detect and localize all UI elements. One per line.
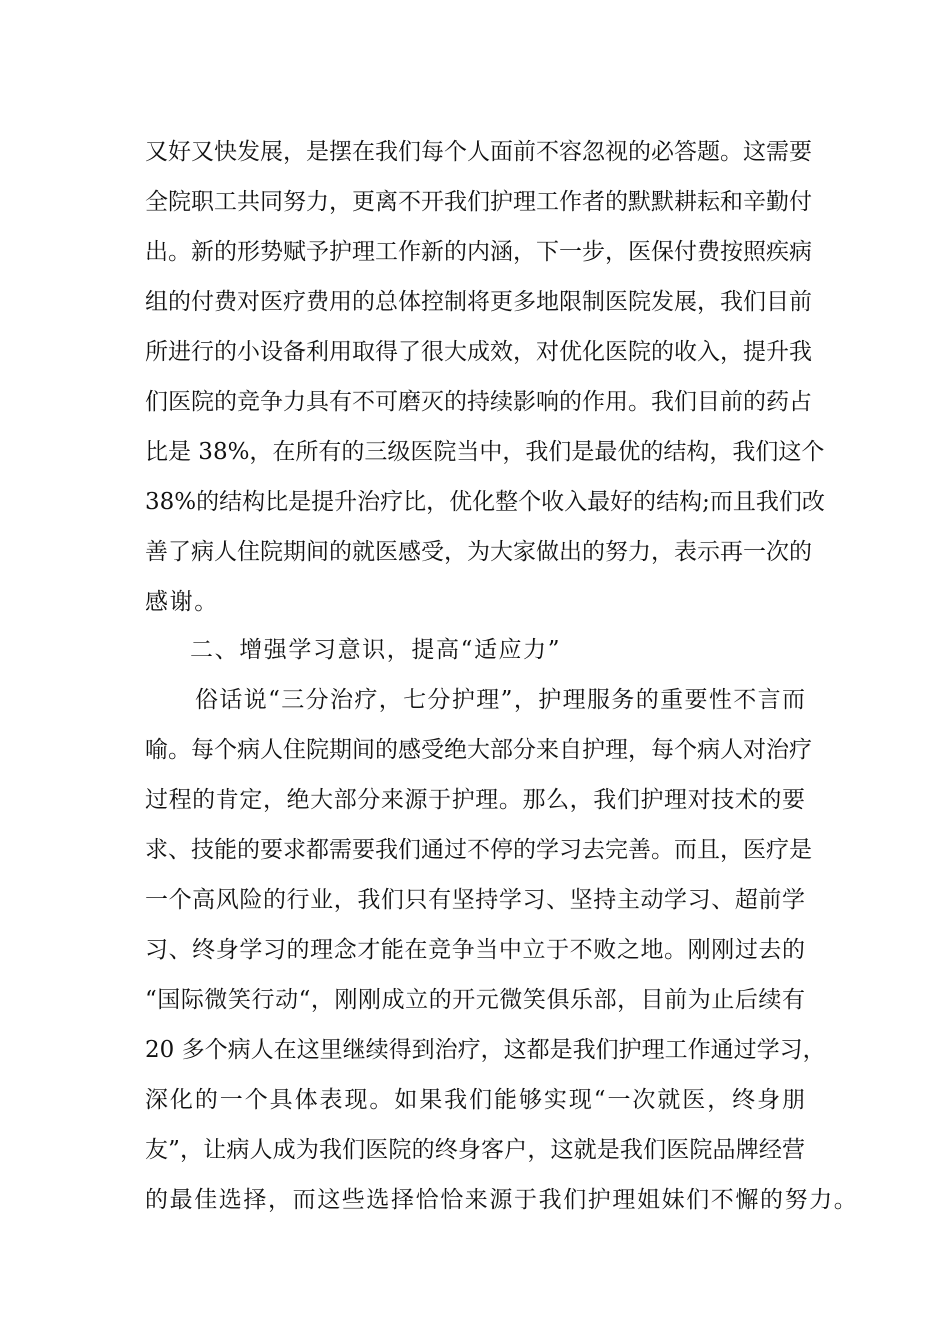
text-line: 俗话说“三分治疗，七分护理”，护理服务的重要性不言而 bbox=[195, 687, 805, 713]
text-line: 所进行的小设备利用取得了很大成效，对优化医院的收入，提升我 bbox=[145, 339, 812, 365]
text-line: 习、终身学习的理念才能在竞争当中立于不败之地。刚刚过去的 bbox=[145, 937, 805, 963]
text-line: 出。新的形势赋予护理工作新的内涵，下一步，医保付费按照疾病 bbox=[145, 239, 812, 265]
text-line: 求、技能的要求都需要我们通过不停的学习去完善。而且，医疗是 bbox=[145, 837, 812, 863]
text-line: 全院职工共同努力，更离不开我们护理工作者的默默耕耘和辛勤付 bbox=[145, 189, 812, 215]
text-line: 善了病人住院期间的就医感受，为大家做出的努力，表示再一次的 bbox=[145, 539, 812, 565]
text-line: 比是 38%，在所有的三级医院当中，我们是最优的结构，我们这个 bbox=[145, 439, 825, 465]
section-heading: 二、增强学习意识，提高“适应力” bbox=[190, 637, 562, 663]
text-line: “国际微笑行动“，刚刚成立的开元微笑俱乐部，目前为止后续有 bbox=[145, 987, 805, 1013]
text-line: 深化的一个具体表现。如果我们能够实现“一次就医，终身朋 bbox=[145, 1087, 805, 1113]
text-line: 38%的结构比是提升治疗比，优化整个收入最好的结构;而且我们改 bbox=[145, 489, 825, 515]
text-line: 喻。每个病人住院期间的感受绝大部分来自护理，每个病人对治疗 bbox=[145, 737, 812, 763]
text-line: 的最佳选择，而这些选择恰恰来源于我们护理姐妹们不懈的努力。 bbox=[145, 1187, 859, 1213]
text-line: 一个高风险的行业，我们只有坚持学习、坚持主动学习、超前学 bbox=[145, 887, 805, 913]
text-line: 们医院的竞争力具有不可磨灭的持续影响的作用。我们目前的药占 bbox=[145, 389, 812, 415]
text-line: 20 多个病人在这里继续得到治疗，这都是我们护理工作通过学习， bbox=[145, 1037, 826, 1063]
text-line: 过程的肯定，绝大部分来源于护理。那么，我们护理对技术的要 bbox=[145, 787, 805, 813]
text-line: 又好又快发展，是摆在我们每个人面前不容忽视的必答题。这需要 bbox=[145, 139, 812, 165]
text-line: 友”，让病人成为我们医院的终身客户，这就是我们医院品牌经营 bbox=[145, 1137, 805, 1163]
text-line: 组的付费对医疗费用的总体控制将更多地限制医院发展，我们目前 bbox=[145, 289, 812, 315]
text-line: 感谢。 bbox=[145, 589, 219, 615]
